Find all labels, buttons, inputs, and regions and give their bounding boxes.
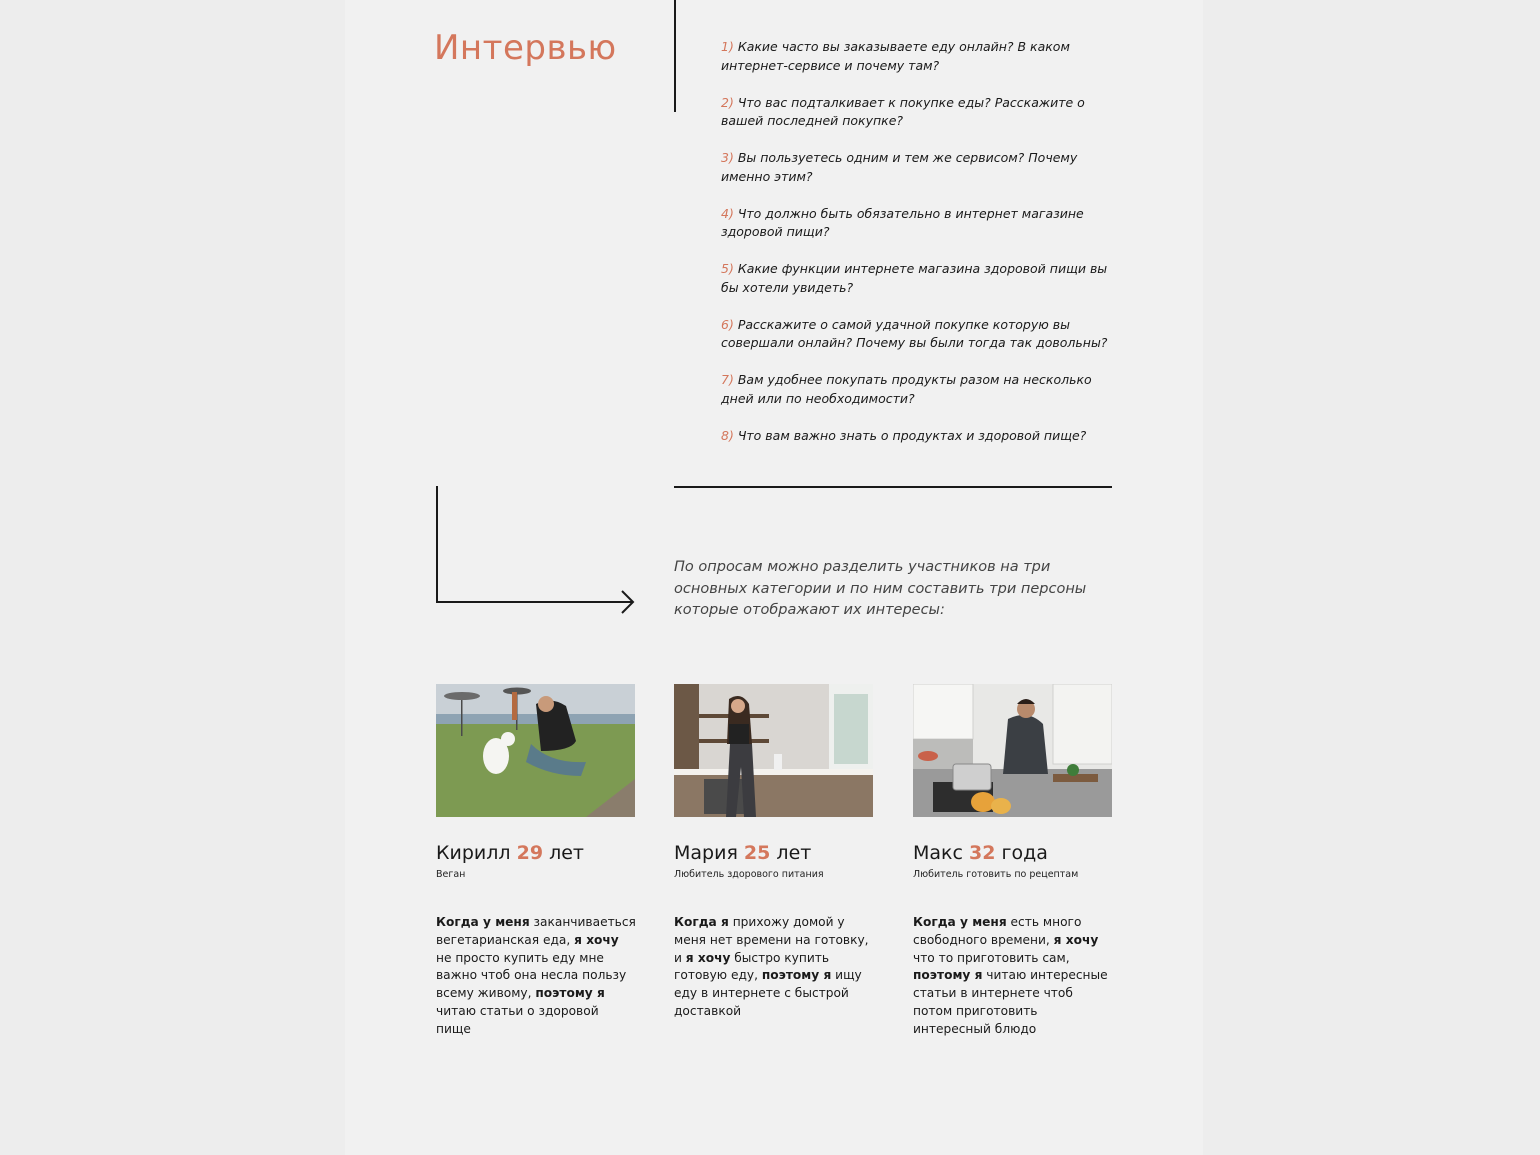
persona-card bbox=[674, 684, 874, 1021]
question-item bbox=[721, 260, 1121, 297]
persona-tag: Любитель готовить по рецептам bbox=[913, 869, 1079, 880]
question-text: Что вам важно знать о продуктах и здоровой пище? bbox=[737, 427, 1087, 443]
emphasis: я хочу bbox=[685, 950, 731, 965]
emphasis: поэтому я bbox=[913, 968, 983, 983]
question-number: 7) bbox=[721, 372, 734, 387]
persona-description bbox=[436, 914, 636, 1039]
persona-age: 29 bbox=[516, 842, 544, 864]
persona-age-word: лет bbox=[549, 842, 584, 864]
persona-photo bbox=[913, 684, 1112, 817]
persona-name-line bbox=[436, 841, 636, 865]
question-text: Расскажите о самой удачной покупке которую вы совершали онлайн? Почему вы были тогда так довольны? bbox=[721, 316, 1108, 350]
persona-age-word: года bbox=[1001, 842, 1048, 864]
persona-card bbox=[913, 684, 1113, 1039]
question-item bbox=[721, 38, 1121, 75]
emphasis: я хочу bbox=[1053, 932, 1099, 947]
text-segment: что то приготовить сам, bbox=[913, 950, 1070, 965]
question-number: 8) bbox=[721, 427, 734, 443]
arrow-right-icon bbox=[430, 484, 640, 620]
persona-name-line bbox=[674, 841, 874, 865]
persona-photo bbox=[674, 684, 873, 817]
questions-list bbox=[721, 38, 1121, 464]
persona-name: Макс bbox=[913, 842, 963, 864]
persona-photo bbox=[436, 684, 635, 817]
question-item bbox=[721, 427, 1121, 446]
question-text: Вам удобнее покупать продукты разом на несколько дней или по необходимости? bbox=[721, 372, 1092, 406]
text-segment: читаю интересные статьи в интернете чтоб потом приготовить интересный блюдо bbox=[913, 968, 1108, 1036]
question-number: 3) bbox=[721, 150, 734, 165]
question-number: 2) bbox=[721, 94, 734, 110]
question-text: Какие функции интернете магазина здоровой пищи вы бы хотели увидеть? bbox=[721, 261, 1108, 295]
persona-name-line bbox=[913, 841, 1113, 865]
divider-horizontal bbox=[674, 486, 1112, 488]
text-segment: ищу еду в интернете с быстрой доставкой bbox=[674, 968, 862, 1018]
text-segment: быстро купить готовую еду, bbox=[674, 950, 830, 983]
question-number: 5) bbox=[721, 261, 734, 276]
emphasis: поэтому я bbox=[535, 986, 605, 1001]
persona-tag: Любитель здорового питания bbox=[674, 869, 824, 880]
question-number: 4) bbox=[721, 205, 734, 221]
persona-tag: Веган bbox=[436, 869, 466, 880]
question-item bbox=[721, 371, 1121, 408]
persona-age: 32 bbox=[969, 842, 996, 864]
persona-name: Кирилл bbox=[436, 842, 511, 864]
question-number: 1) bbox=[721, 39, 734, 54]
summary-text: По опросам можно разделить участников на три основных категории и по ним составить три персоны которые отображают их интересы: bbox=[674, 559, 1087, 618]
question-item bbox=[721, 149, 1121, 186]
question-text: Вы пользуетесь одним и тем же сервисом? Почему именно этим? bbox=[721, 150, 1078, 184]
question-number: 6) bbox=[721, 316, 734, 332]
persona-age: 25 bbox=[743, 842, 771, 864]
question-item bbox=[721, 94, 1121, 131]
question-text: Что должно быть обязательно в интернет магазине здоровой пищи? bbox=[721, 205, 1084, 239]
text-segment: не просто купить еду мне важно чтоб она несла пользу всему живому, bbox=[436, 950, 627, 1001]
emphasis: поэтому я bbox=[761, 968, 832, 983]
emphasis: Когда у меня bbox=[436, 915, 530, 929]
question-text: Что вас подталкивает к покупке еды? Расскажите о вашей последней покупке? bbox=[721, 94, 1085, 128]
persona-description bbox=[674, 914, 874, 1021]
persona-description bbox=[913, 914, 1113, 1039]
persona-card bbox=[436, 684, 636, 1039]
question-item bbox=[721, 316, 1121, 353]
persona-name: Мария bbox=[674, 842, 738, 864]
emphasis: я хочу bbox=[574, 932, 619, 947]
emphasis: Когда у меня bbox=[913, 915, 1007, 929]
text-segment: читаю статьи о здоровой пище bbox=[436, 1003, 599, 1036]
question-item bbox=[721, 205, 1121, 242]
text-segment: заканчиваеться вегетарианская еда, bbox=[436, 915, 636, 947]
question-text: Какие часто вы заказываете еду онлайн? В каком интернет-сервисе и почему там? bbox=[721, 39, 1070, 73]
emphasis: Когда я bbox=[674, 915, 729, 929]
text-segment: прихожу домой у меня нет времени на готовку, и bbox=[674, 915, 869, 965]
divider-vertical bbox=[674, 0, 676, 112]
text-segment: есть много свободного времени, bbox=[913, 915, 1082, 947]
page-title: Интервью bbox=[434, 28, 617, 68]
persona-age-word: лет bbox=[776, 842, 812, 864]
